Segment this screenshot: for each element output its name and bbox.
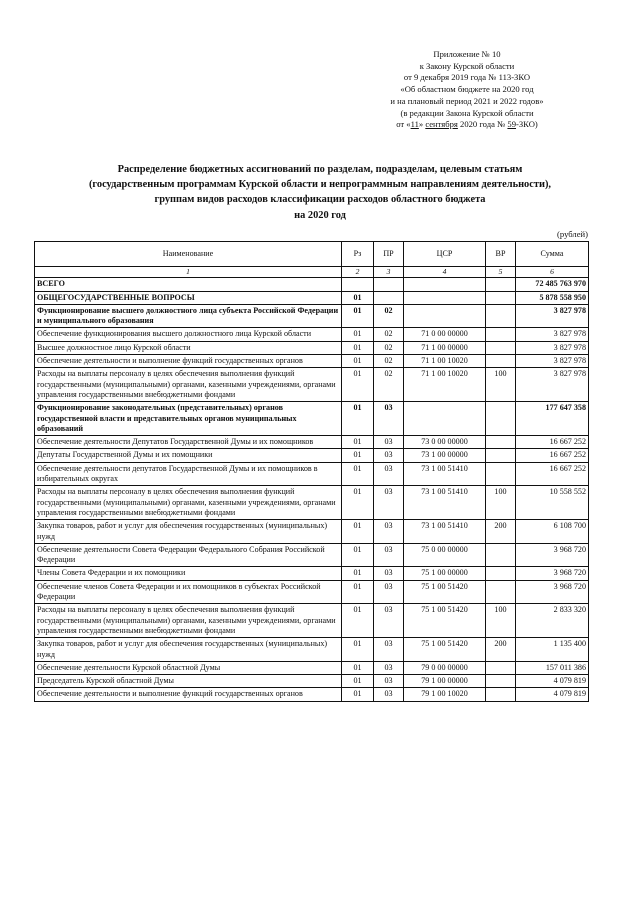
table-row (35, 543, 589, 567)
cell-name: Закупка товаров, работ и услуг для обеспечения государственных (муниципальных) нужд (35, 638, 342, 662)
cell-csr: 71 1 00 00000 (404, 341, 486, 354)
table-row (35, 368, 589, 402)
cell-vr (486, 278, 516, 291)
cell-sum: 5 878 558 950 (516, 291, 589, 304)
cell-rz: 01 (342, 436, 374, 449)
cell-pr: 03 (374, 462, 404, 486)
cell-name: Обеспечение членов Совета Федерации и их помощников в субъектах Российской Федерации (35, 580, 342, 604)
cell-vr: 200 (486, 520, 516, 544)
cell-sum: 1 135 400 (516, 638, 589, 662)
cell-sum: 16 667 252 (516, 449, 589, 462)
cell-rz: 01 (342, 567, 374, 580)
cell-sum: 3 827 978 (516, 328, 589, 341)
cell-csr: 79 1 00 00000 (404, 675, 486, 688)
col-header-sum: Сумма (516, 242, 589, 267)
cell-name: Обеспечение деятельности Курской областной Думы (35, 661, 342, 674)
cell-vr (486, 675, 516, 688)
budget-table (34, 241, 589, 702)
cell-vr (486, 688, 516, 701)
table-row (35, 604, 589, 638)
cell-name: Обеспечение деятельности Совета Федерации Федерального Собрания Российской Федерации (35, 543, 342, 567)
table-row (35, 402, 589, 436)
cell-rz: 01 (342, 520, 374, 544)
cell-name: Обеспечение деятельности и выполнение функций государственных органов (35, 688, 342, 701)
header-line: «Об областном бюджете на 2020 год (400, 84, 534, 95)
col-header-name: Наименование (35, 242, 342, 267)
cell-sum: 4 079 819 (516, 675, 589, 688)
cell-name: Члены Совета Федерации и их помощники (35, 567, 342, 580)
table-row (35, 567, 589, 580)
cell-rz: 01 (342, 543, 374, 567)
col-header-csr: ЦСР (404, 242, 486, 267)
cell-pr: 03 (374, 402, 404, 436)
cell-csr: 71 1 00 10020 (404, 355, 486, 368)
table-row (35, 486, 589, 520)
title-line: (государственным программам Курской области и непрограммным направлениям деятельности), (88, 179, 552, 191)
header-text: » (418, 119, 426, 130)
cell-pr: 03 (374, 543, 404, 567)
cell-sum: 2 833 320 (516, 604, 589, 638)
cell-rz: 01 (342, 604, 374, 638)
cell-rz: 01 (342, 368, 374, 402)
cell-name: Высшее должностное лицо Курской области (35, 341, 342, 354)
cell-rz: 01 (342, 580, 374, 604)
cell-pr: 02 (374, 304, 404, 328)
cell-name: Обеспечение функционирования высшего должностного лица Курской области (35, 328, 342, 341)
col-header-pr: ПР (374, 242, 404, 267)
table-row (35, 304, 589, 328)
cell-name: Расходы на выплаты персоналу в целях обеспечения выполнения функций государственными (муниципальными) органами, казенными учреждениями, органами управления государственными внебюджетными фондами (35, 486, 342, 520)
cell-pr: 02 (374, 328, 404, 341)
cell-csr: 73 1 00 51410 (404, 520, 486, 544)
table-row (35, 688, 589, 701)
currency-unit: (рублей) (557, 229, 588, 239)
cell-csr (404, 402, 486, 436)
col-number: 1 (35, 267, 342, 278)
cell-sum: 16 667 252 (516, 462, 589, 486)
title-line: Распределение бюджетных ассигнований по разделам, подразделам, целевым статьям (117, 164, 523, 175)
cell-sum: 10 558 552 (516, 486, 589, 520)
cell-vr: 200 (486, 638, 516, 662)
cell-sum: 3 968 720 (516, 580, 589, 604)
header-line: (в редакции Закона Курской области (400, 107, 534, 118)
cell-vr (486, 341, 516, 354)
cell-name: Функционирование законодательных (представительных) органов государственной власти и представительных органов муниципальных образований (35, 402, 342, 436)
cell-vr (486, 402, 516, 436)
cell-sum: 3 827 978 (516, 368, 589, 402)
cell-name: Расходы на выплаты персоналу в целях обеспечения выполнения функций государственными (муниципальными) органами, казенными учреждениями, органами управления государственными внебюджетными фондами (35, 604, 342, 638)
cell-sum: 177 647 358 (516, 402, 589, 436)
table-row (35, 462, 589, 486)
cell-vr (486, 436, 516, 449)
cell-sum: 3 827 978 (516, 304, 589, 328)
cell-vr (486, 661, 516, 674)
cell-rz: 01 (342, 304, 374, 328)
cell-csr (404, 304, 486, 328)
cell-pr: 03 (374, 567, 404, 580)
header-amendment-date (352, 119, 582, 131)
cell-sum: 3 827 978 (516, 355, 589, 368)
table-row (35, 638, 589, 662)
table-row (35, 291, 589, 304)
cell-pr: 02 (374, 341, 404, 354)
cell-vr (486, 291, 516, 304)
table-row (35, 520, 589, 544)
cell-pr: 03 (374, 661, 404, 674)
cell-csr: 73 1 00 00000 (404, 449, 486, 462)
cell-pr: 02 (374, 368, 404, 402)
cell-vr (486, 355, 516, 368)
cell-sum: 16 667 252 (516, 436, 589, 449)
cell-csr: 75 1 00 51420 (404, 604, 486, 638)
cell-vr: 100 (486, 486, 516, 520)
cell-name: ВСЕГО (35, 278, 342, 291)
title-line: на 2020 год (294, 209, 346, 221)
table-row (35, 449, 589, 462)
cell-pr (374, 291, 404, 304)
amendment-day: 11 (410, 119, 419, 130)
cell-pr (374, 278, 404, 291)
cell-name: Депутаты Государственной Думы и их помощники (35, 449, 342, 462)
cell-pr: 03 (374, 638, 404, 662)
cell-sum: 3 968 720 (516, 567, 589, 580)
cell-sum: 157 011 386 (516, 661, 589, 674)
cell-rz: 01 (342, 638, 374, 662)
cell-name: Обеспечение деятельности Депутатов Государственной Думы и их помощников (35, 436, 342, 449)
cell-rz: 01 (342, 688, 374, 701)
cell-csr: 73 0 00 00000 (404, 436, 486, 449)
cell-rz: 01 (342, 355, 374, 368)
cell-name: Расходы на выплаты персоналу в целях обеспечения выполнения функций государственными (муниципальными) органами, казенными учреждениями, органами управления государственными внебюджетными фондами (35, 368, 342, 402)
cell-sum: 4 079 819 (516, 688, 589, 701)
cell-csr: 75 1 00 51420 (404, 580, 486, 604)
cell-csr: 75 1 00 51420 (404, 638, 486, 662)
cell-rz: 01 (342, 291, 374, 304)
cell-csr: 73 1 00 51410 (404, 486, 486, 520)
cell-name: Обеспечение деятельности депутатов Государственной Думы и их помощников в избирательных округах (35, 462, 342, 486)
col-number: 6 (516, 267, 589, 278)
col-number: 5 (486, 267, 516, 278)
amendment-month: сентября (425, 119, 458, 130)
cell-rz: 01 (342, 341, 374, 354)
title-line: группам видов расходов классификации расходов областного бюджета (154, 194, 486, 206)
cell-pr: 03 (374, 604, 404, 638)
cell-pr: 03 (374, 675, 404, 688)
table-header-row (35, 242, 589, 267)
cell-csr: 75 0 00 00000 (404, 543, 486, 567)
table-row (35, 341, 589, 354)
cell-csr: 75 1 00 00000 (404, 567, 486, 580)
cell-rz: 01 (342, 675, 374, 688)
cell-name: Председатель Курской областной Думы (35, 675, 342, 688)
cell-pr: 03 (374, 520, 404, 544)
document-title (60, 162, 580, 223)
col-number: 4 (404, 267, 486, 278)
col-number: 3 (374, 267, 404, 278)
cell-rz (342, 278, 374, 291)
cell-pr: 03 (374, 449, 404, 462)
table-row (35, 328, 589, 341)
cell-pr: 03 (374, 486, 404, 520)
cell-vr (486, 304, 516, 328)
cell-vr (486, 449, 516, 462)
cell-sum: 3 827 978 (516, 341, 589, 354)
cell-vr: 100 (486, 604, 516, 638)
cell-vr (486, 580, 516, 604)
cell-name: Функционирование высшего должностного лица субъекта Российской Федерации и муниципального образования (35, 304, 342, 328)
cell-sum: 6 108 700 (516, 520, 589, 544)
col-header-rz: Рз (342, 242, 374, 267)
amendment-number: 59 (507, 119, 517, 130)
table-row (35, 580, 589, 604)
cell-name: Закупка товаров, работ и услуг для обеспечения государственных (муниципальных) нужд (35, 520, 342, 544)
cell-csr: 71 1 00 10020 (404, 368, 486, 402)
table-row (35, 675, 589, 688)
col-header-vr: ВР (486, 242, 516, 267)
header-line: Приложение № 10 (433, 49, 501, 59)
cell-name: Обеспечение деятельности и выполнение функций государственных органов (35, 355, 342, 368)
cell-rz: 01 (342, 402, 374, 436)
header-text: -ЗКО) (516, 119, 538, 130)
cell-csr: 79 0 00 00000 (404, 661, 486, 674)
table-row (35, 278, 589, 291)
cell-sum: 3 968 720 (516, 543, 589, 567)
header-line: и на плановый период 2021 и 2022 годов» (390, 95, 544, 106)
cell-vr (486, 462, 516, 486)
cell-rz: 01 (342, 486, 374, 520)
cell-csr: 71 0 00 00000 (404, 328, 486, 341)
cell-pr: 03 (374, 436, 404, 449)
cell-csr (404, 291, 486, 304)
header-text: 2020 года № (457, 119, 508, 130)
appendix-header (352, 49, 582, 131)
header-text: от « (396, 119, 411, 130)
cell-rz: 01 (342, 449, 374, 462)
cell-csr: 73 1 00 51410 (404, 462, 486, 486)
cell-rz: 01 (342, 462, 374, 486)
cell-name: ОБЩЕГОСУДАРСТВЕННЫЕ ВОПРОСЫ (35, 291, 342, 304)
cell-rz: 01 (342, 328, 374, 341)
column-number-row (35, 267, 589, 278)
table-row (35, 661, 589, 674)
header-line: к Закону Курской области (419, 60, 515, 71)
cell-vr (486, 543, 516, 567)
cell-sum: 72 485 763 970 (516, 278, 589, 291)
cell-csr: 79 1 00 10020 (404, 688, 486, 701)
cell-csr (404, 278, 486, 291)
col-number: 2 (342, 267, 374, 278)
table-row (35, 355, 589, 368)
cell-rz: 01 (342, 661, 374, 674)
cell-vr (486, 567, 516, 580)
cell-vr: 100 (486, 368, 516, 402)
cell-pr: 03 (374, 580, 404, 604)
cell-pr: 02 (374, 355, 404, 368)
table-row (35, 436, 589, 449)
cell-pr: 03 (374, 688, 404, 701)
cell-vr (486, 328, 516, 341)
header-line: от 9 декабря 2019 года № 113-ЗКО (403, 72, 531, 83)
